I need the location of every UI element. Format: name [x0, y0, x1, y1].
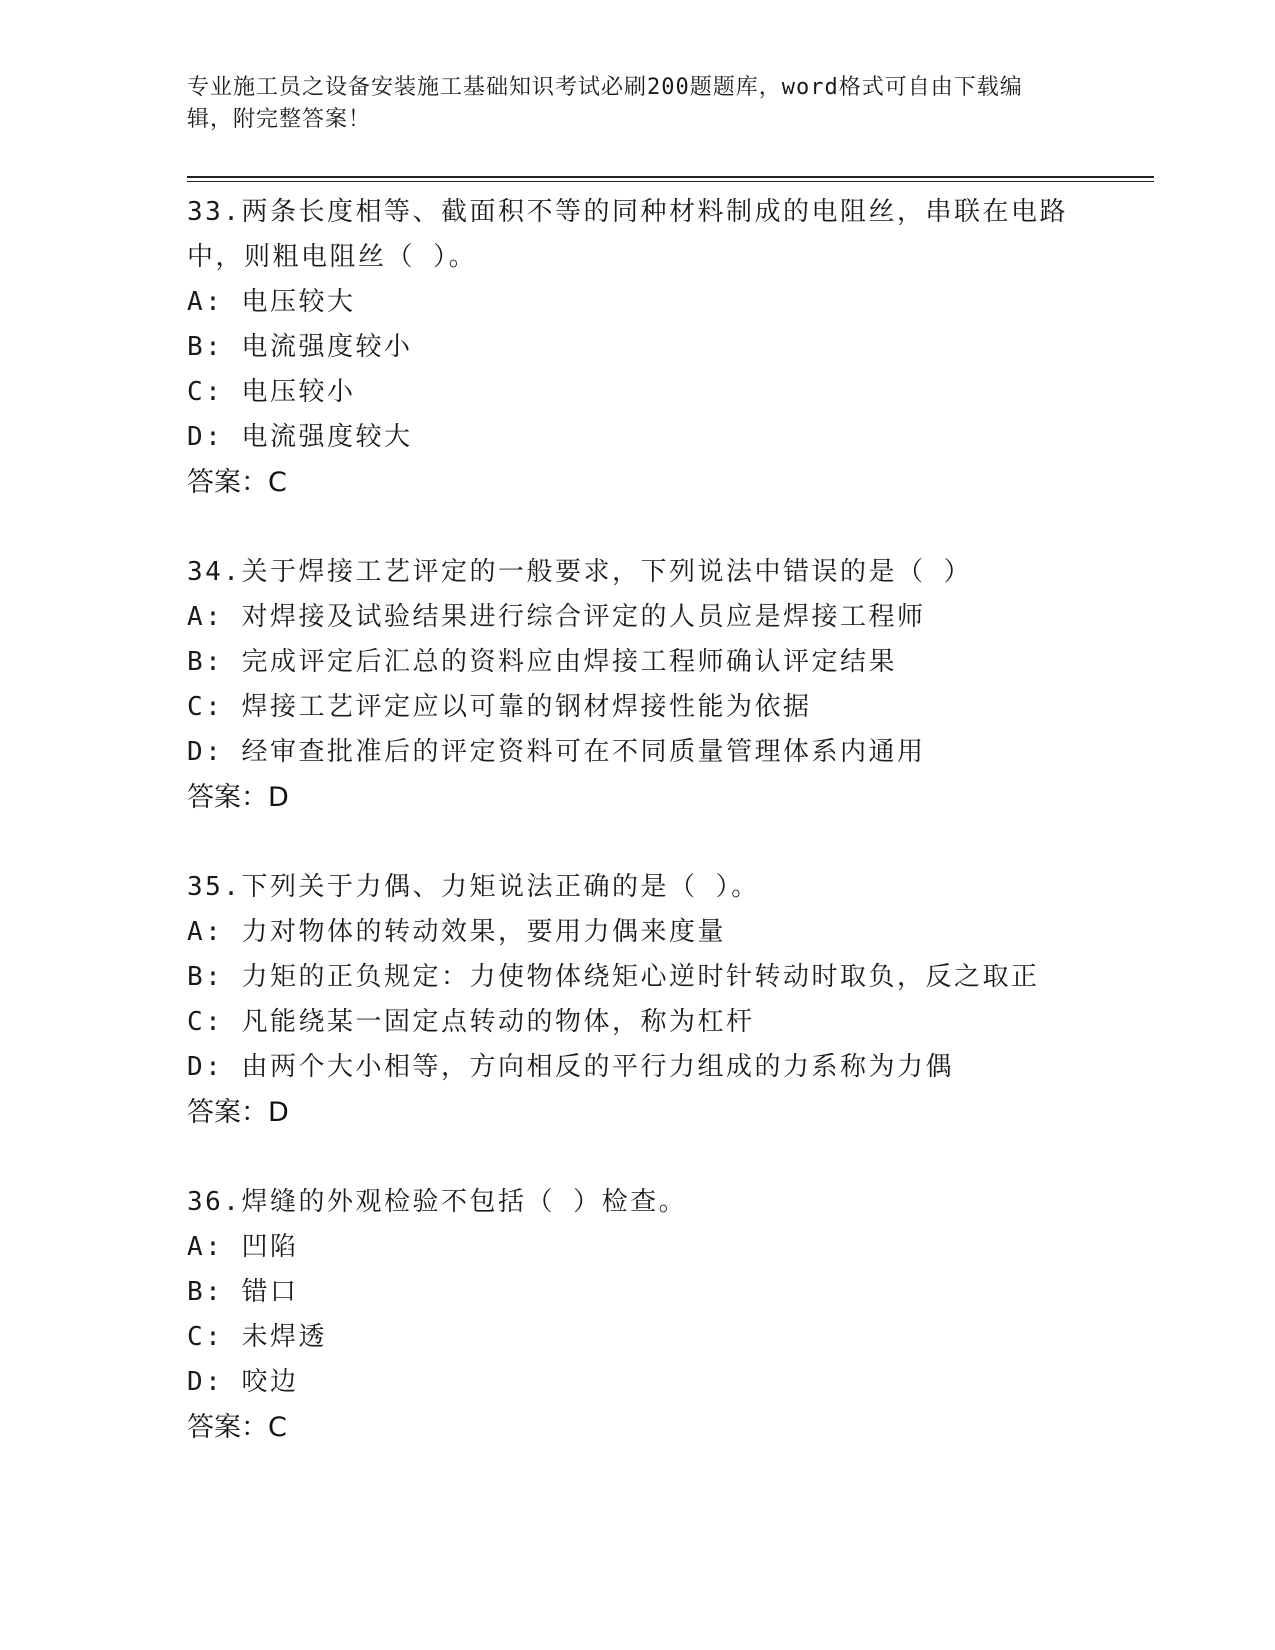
option-d: D: 由两个大小相等，方向相反的平行力组成的力系称为力偶 [187, 1052, 954, 1082]
document-header: 专业施工员之设备安装施工基础知识考试必刷200题题库，word格式可自由下载编辑，附完整答案！ [187, 75, 1023, 132]
question-stem: 35.下列关于力偶、力矩说法正确的是（ ）。 [187, 872, 760, 902]
option-c: C: 电压较小 [187, 377, 356, 407]
option-b: B: 完成评定后汇总的资料应由焊接工程师确认评定结果 [187, 647, 897, 677]
question-34 [187, 550, 1087, 820]
question-35 [187, 865, 1087, 1135]
header-rule-thin [187, 181, 1154, 182]
option-a: A: 电压较大 [187, 287, 356, 317]
answer: 答案：C [187, 1412, 287, 1443]
header-rule-thick [187, 176, 1154, 178]
option-c: C: 焊接工艺评定应以可靠的钢材焊接性能为依据 [187, 692, 812, 722]
option-a: A: 力对物体的转动效果，要用力偶来度量 [187, 917, 726, 947]
option-d: D: 经审查批准后的评定资料可在不同质量管理体系内通用 [187, 737, 926, 767]
answer: 答案：D [187, 1097, 289, 1128]
question-stem: 36.焊缝的外观检验不包括（ ）检查。 [187, 1187, 688, 1217]
question-stem: 33.两条长度相等、截面积不等的同种材料制成的电阻丝，串联在电路中，则粗电阻丝（ ）。 [187, 197, 1068, 272]
option-b: B: 错口 [187, 1277, 299, 1307]
question-stem: 34.关于焊接工艺评定的一般要求，下列说法中错误的是（ ） [187, 557, 973, 587]
answer: 答案：C [187, 467, 287, 498]
answer: 答案：D [187, 782, 289, 813]
option-b: B: 力矩的正负规定：力使物体绕矩心逆时针转动时取负，反之取正 [187, 962, 1040, 992]
option-a: A: 对焊接及试验结果进行综合评定的人员应是焊接工程师 [187, 602, 926, 632]
option-a: A: 凹陷 [187, 1232, 299, 1262]
question-33 [187, 190, 1087, 505]
option-c: C: 未焊透 [187, 1322, 327, 1352]
question-list [187, 190, 1087, 1495]
option-c: C: 凡能绕某一固定点转动的物体，称为杠杆 [187, 1007, 755, 1037]
option-d: D: 咬边 [187, 1367, 299, 1397]
option-d: D: 电流强度较大 [187, 422, 413, 452]
question-36 [187, 1180, 1087, 1450]
option-b: B: 电流强度较小 [187, 332, 413, 362]
